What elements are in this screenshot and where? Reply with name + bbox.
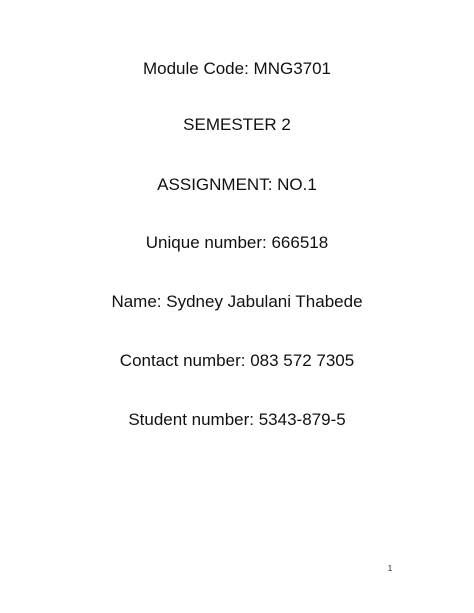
page-number: 1	[387, 564, 393, 573]
contact-number: Contact number: 083 572 7305	[119, 351, 355, 370]
semester: SEMESTER 2	[183, 115, 291, 134]
student-number: Student number: 5343-879-5	[128, 410, 346, 429]
unique-number: Unique number: 666518	[145, 233, 329, 252]
assignment-number: ASSIGNMENT: NO.1	[157, 175, 317, 194]
student-name: Name: Sydney Jabulani Thabede	[111, 292, 363, 311]
module-code: Module Code: MNG3701	[142, 59, 332, 78]
